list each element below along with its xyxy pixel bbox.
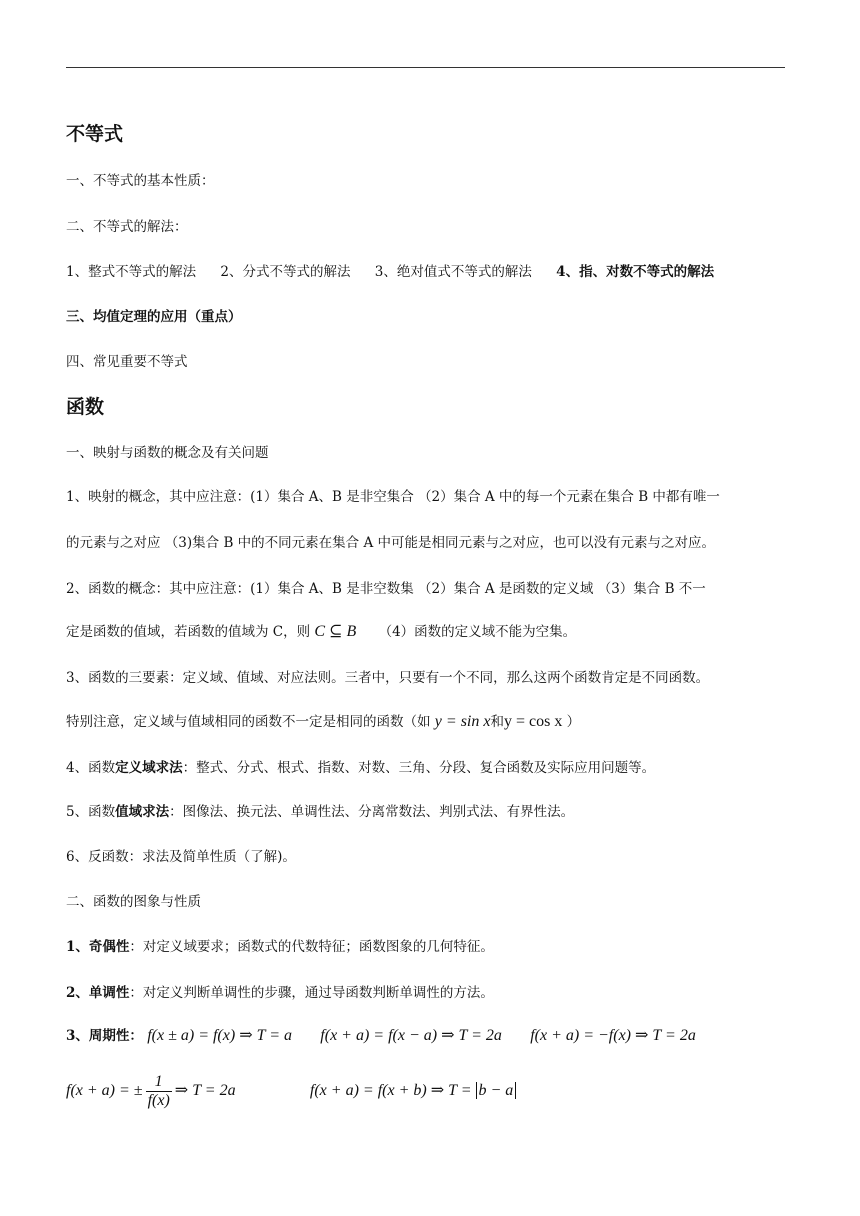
- fraction-numerator: 1: [146, 1073, 172, 1092]
- periodicity-line: [66, 1026, 696, 1046]
- mapping-concept-line-2: 的元素与之对应 （3)集合 B 中的不同元素在集合 A 中可能是相同元素与之对应，也可以没有元素与之对应。: [66, 535, 715, 551]
- domain-prefix: 4、函数: [66, 760, 116, 776]
- monotonicity-label: 2、单调性: [66, 985, 130, 1001]
- function-concept-tail: （4）函数的定义域不能为空集。: [378, 624, 577, 640]
- parity-text: ：对定义域要求；函数式的代数特征；函数图象的几何特征。: [129, 939, 494, 955]
- function-concept-line-1: 2、函数的概念：其中应注意：(1）集合 A、B 是非空数集 （2）集合 A 是函数的定义域 （3）集合 B 不一: [66, 581, 706, 597]
- three-elements-text: 特别注意，定义域与值域相同的函数不一定是相同的函数（如: [66, 714, 431, 730]
- range-list: ：图像法、换元法、单调性法、分离常数法、判别式法、有界性法。: [169, 804, 575, 820]
- periodicity-colon: ：: [129, 1028, 143, 1044]
- monotonicity-text: ：对定义判断单调性的步骤，通过导函数判断单调性的方法。: [129, 985, 494, 1001]
- period-formula-4-rhs: ⇒ T = 2a: [174, 1082, 236, 1099]
- function-concept-line-2: [66, 622, 576, 642]
- parity-label: 1、奇偶性: [66, 939, 130, 955]
- fraction-denominator: f(x): [147, 1092, 170, 1109]
- subset-formula: C ⊆ B: [314, 623, 357, 640]
- three-elements-line-1: 3、函数的三要素：定义域、值域、对应法则。三者中，只要有一个不同，那么这两个函数肯定是不同函数。: [66, 670, 710, 686]
- three-elements-tail: ）: [566, 714, 581, 730]
- periodicity-label: 3、周期性: [66, 1028, 130, 1044]
- inequality-methods: [66, 262, 714, 282]
- domain-methods: [66, 758, 655, 778]
- range-bold: 值域求法: [115, 804, 170, 820]
- mapping-concept-line-1: 1、映射的概念，其中应注意：(1）集合 A、B 是非空集合 （2）集合 A 中的每一个元素在集合 B 中都有唯一: [66, 489, 720, 505]
- domain-bold: 定义域求法: [115, 760, 183, 776]
- and-text: 和: [490, 714, 504, 730]
- function-concept-text: 定是函数的值域，若函数的值域为 C，则: [66, 624, 311, 640]
- inequality-item-2: 二、不等式的解法：: [66, 219, 188, 235]
- monotonicity-line: [66, 983, 494, 1003]
- method-3: 3、绝对值式不等式的解法: [374, 264, 532, 280]
- period-formula-1: f(x ± a) = f(x) ⇒ T = a: [147, 1027, 292, 1044]
- sin-formula: y = sin x: [434, 713, 491, 730]
- period-formula-5: f(x + a) = f(x + b) ⇒ T =: [309, 1082, 476, 1099]
- inequality-item-1: 一、不等式的基本性质：: [66, 173, 215, 189]
- inverse-function: 6、反函数：求法及简单性质（了解)。: [66, 849, 296, 865]
- section-title-function: 函数: [66, 396, 105, 418]
- function-part-2: 二、函数的图象与性质: [66, 894, 201, 910]
- range-methods: [66, 802, 574, 822]
- section-title-inequality: 不等式: [66, 123, 124, 145]
- header-rule: [66, 67, 785, 68]
- inequality-item-3: 三、均值定理的应用（重点）: [66, 309, 242, 325]
- parity-line: [66, 937, 494, 957]
- period-formula-5-abs: b − a: [476, 1082, 517, 1099]
- domain-list: ：整式、分式、根式、指数、对数、三角、分段、复合函数及实际应用问题等。: [182, 760, 656, 776]
- period-formula-2: f(x + a) = f(x − a) ⇒ T = 2a: [320, 1027, 502, 1044]
- inequality-item-4: 四、常见重要不等式: [66, 354, 188, 370]
- method-2: 2、分式不等式的解法: [220, 264, 351, 280]
- three-elements-line-2: [66, 712, 580, 732]
- function-part-1: 一、映射与函数的概念及有关问题: [66, 445, 269, 461]
- method-1: 1、整式不等式的解法: [66, 264, 197, 280]
- period-formula-row-2: [66, 1071, 516, 1111]
- period-formula-3: f(x + a) = −f(x) ⇒ T = 2a: [530, 1027, 696, 1044]
- cos-formula: y = cos x: [503, 713, 563, 730]
- range-prefix: 5、函数: [66, 804, 116, 820]
- method-4: 4、指、对数不等式的解法: [556, 264, 715, 280]
- period-formula-4-fraction: [146, 1073, 172, 1110]
- period-formula-4-lhs: f(x + a) = ±: [66, 1082, 143, 1099]
